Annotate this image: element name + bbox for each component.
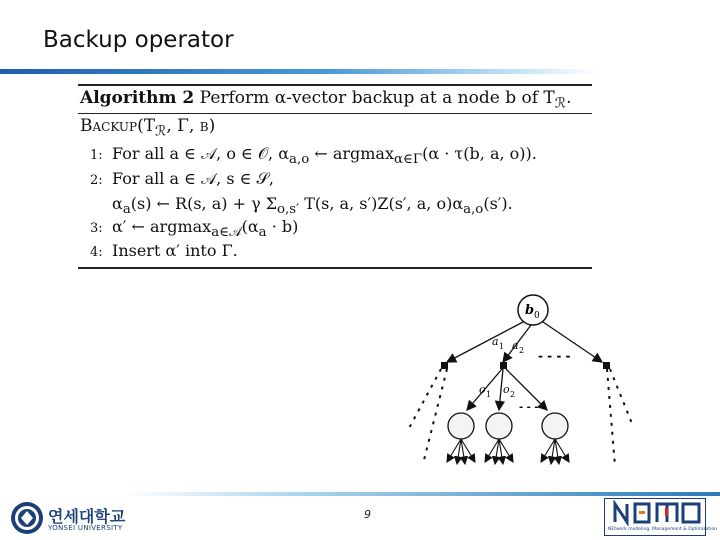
action-label-2-sub: 2	[519, 346, 525, 355]
observation-label-1: o	[479, 383, 486, 396]
child-belief-node-2	[486, 413, 512, 439]
line-text: α′ ← argmax	[112, 217, 212, 236]
algorithm-box	[78, 84, 592, 270]
root-label: b	[525, 303, 535, 318]
child-belief-node-n	[542, 413, 568, 439]
signature-text: Backup(T	[80, 116, 156, 136]
child-fanout-n	[541, 439, 569, 464]
yonsei-name-english: YONSEI UNIVERSITY	[48, 524, 123, 532]
line-rest2: (α · τ(b, a, o)).	[422, 144, 537, 163]
line-sub: a∈𝒜	[211, 225, 242, 241]
algorithm-line-1	[90, 144, 537, 167]
line-number: 2:	[90, 173, 103, 188]
line-rest3: (s′).	[483, 194, 513, 213]
action-node-1	[441, 362, 448, 369]
footer-rule	[125, 492, 720, 496]
algorithm-line-2	[90, 169, 274, 189]
action-label-1-sub: 1	[499, 342, 505, 351]
line-text: Insert α′ into Γ.	[112, 241, 238, 260]
line-rest: ← argmax	[309, 144, 394, 163]
yonsei-seal-icon	[10, 501, 44, 535]
line-sub2: α∈Γ	[394, 152, 423, 168]
signature-rest: , Γ, b)	[166, 116, 216, 136]
yonsei-logo	[10, 499, 125, 537]
child-belief-node-1	[448, 413, 474, 439]
observation-label-2: o	[503, 383, 510, 396]
algorithm-caption: Perform α-vector backup at a node b of T	[199, 88, 555, 108]
nemo-lab-logo	[604, 498, 717, 536]
slide-title: Backup operator	[43, 27, 234, 53]
nemo-wordmark-icon	[605, 500, 705, 526]
algorithm-header-rule	[78, 113, 592, 114]
line-rest2: T(s, a, s′)Z(s′, a, o)α	[299, 194, 464, 213]
algorithm-caption-end: .	[566, 88, 572, 108]
line-sub3: a,o	[463, 202, 484, 218]
line-number: 1:	[90, 148, 103, 163]
line-number: 4:	[90, 245, 103, 260]
nemo-subtitle: NEtwork modeling, Management & Optimization	[608, 527, 717, 532]
action-node-2	[500, 362, 507, 369]
algorithm-top-rule	[78, 84, 592, 86]
algorithm-line-4	[90, 241, 238, 260]
algorithm-caption-sub: ℛ	[554, 95, 567, 112]
line-rest: (α	[241, 217, 259, 236]
action-ellipsis: - - - -	[538, 349, 571, 363]
yonsei-name-korean: 연세대학교	[48, 507, 126, 526]
observation-label-1-sub: 1	[486, 390, 492, 399]
line-rest: (s) ← R(s, a) + γ Σ	[130, 194, 278, 213]
action-label-1: a	[492, 335, 499, 348]
observation-label-2-sub: 2	[510, 390, 516, 399]
child-fanout-1	[447, 439, 475, 464]
belief-tree-diagram	[395, 292, 655, 470]
observation-ellipsis: - - - -	[519, 402, 547, 413]
line-text: α	[112, 194, 123, 213]
page-number: 9	[364, 508, 371, 521]
line-sub2: a	[258, 225, 267, 241]
algorithm-number: Algorithm 2	[80, 88, 195, 108]
line-sub: a	[122, 202, 131, 218]
signature-sub: ℛ	[155, 123, 167, 140]
title-underline	[0, 69, 600, 74]
algorithm-header	[80, 88, 571, 111]
dashed-branch-right	[607, 369, 615, 466]
root-label-sub: 0	[534, 311, 540, 321]
dashed-branch-left	[407, 369, 441, 432]
dashed-branch-left-2	[423, 369, 447, 464]
child-fanout-2	[485, 439, 513, 464]
line-text: For all a ∈ 𝒜, o ∈ 𝒪, α	[112, 144, 290, 163]
line-sub2: o,s′	[277, 202, 300, 218]
line-rest2: · b)	[266, 217, 299, 236]
action-label-2: a	[512, 339, 519, 352]
algorithm-line-2b	[112, 194, 513, 217]
line-text: For all a ∈ 𝒜, s ∈ 𝒮,	[112, 169, 275, 188]
line-number: 3:	[90, 221, 103, 236]
action-node-n	[603, 362, 610, 369]
line-sub: a,o	[289, 152, 310, 168]
algorithm-bottom-rule	[78, 267, 592, 269]
algorithm-line-3	[90, 217, 298, 240]
dashed-branch-right-2	[610, 369, 633, 426]
algorithm-signature	[80, 116, 215, 139]
